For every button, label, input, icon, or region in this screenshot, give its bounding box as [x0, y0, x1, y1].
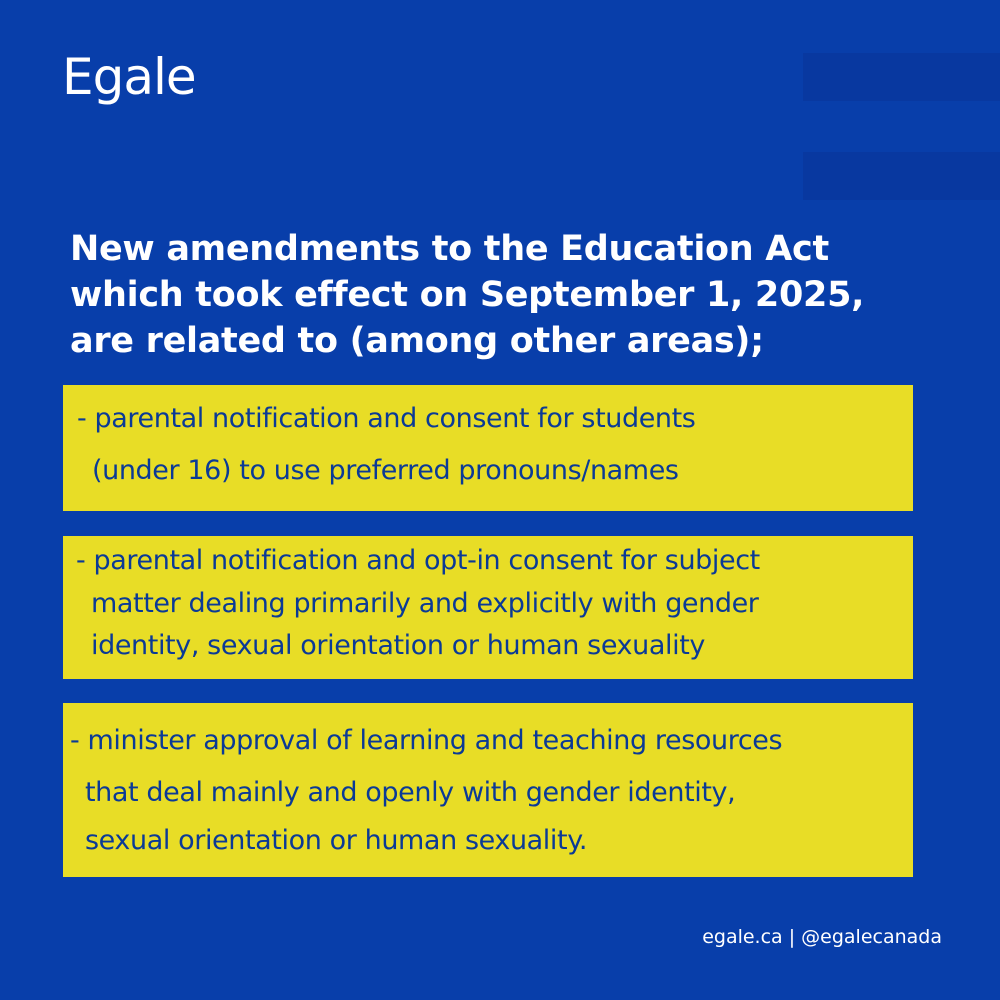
headline-line-1: New amendments to the Education Act	[70, 229, 829, 269]
card-text-line: matter dealing primarily and explicitly with gender	[91, 588, 759, 619]
amendment-card-pronouns	[63, 385, 913, 511]
card-text-line: - minister approval of learning and teaching resources	[70, 725, 783, 756]
card-text-line: - parental notification and consent for students	[77, 403, 696, 434]
footer-handle: egale.ca | @egalecanada	[702, 926, 942, 948]
card-text-line: that deal mainly and openly with gender identity,	[85, 777, 736, 808]
card-text-line: identity, sexual orientation or human sexuality	[91, 630, 705, 661]
card-text-line: (under 16) to use preferred pronouns/names	[92, 455, 679, 486]
card-text-line: - parental notification and opt-in consent for subject	[76, 545, 760, 576]
egale-logo: Egale	[62, 48, 196, 106]
decorative-bar-bottom	[803, 152, 1000, 200]
amendment-card-subject-matter	[63, 536, 913, 679]
amendment-card-resources	[63, 703, 913, 877]
headline-line-2: which took effect on September 1, 2025,	[70, 275, 865, 315]
headline	[70, 226, 950, 364]
headline-line-3: are related to (among other areas);	[70, 321, 764, 361]
card-text-line: sexual orientation or human sexuality.	[85, 825, 588, 856]
decorative-bar-top	[803, 53, 1000, 101]
